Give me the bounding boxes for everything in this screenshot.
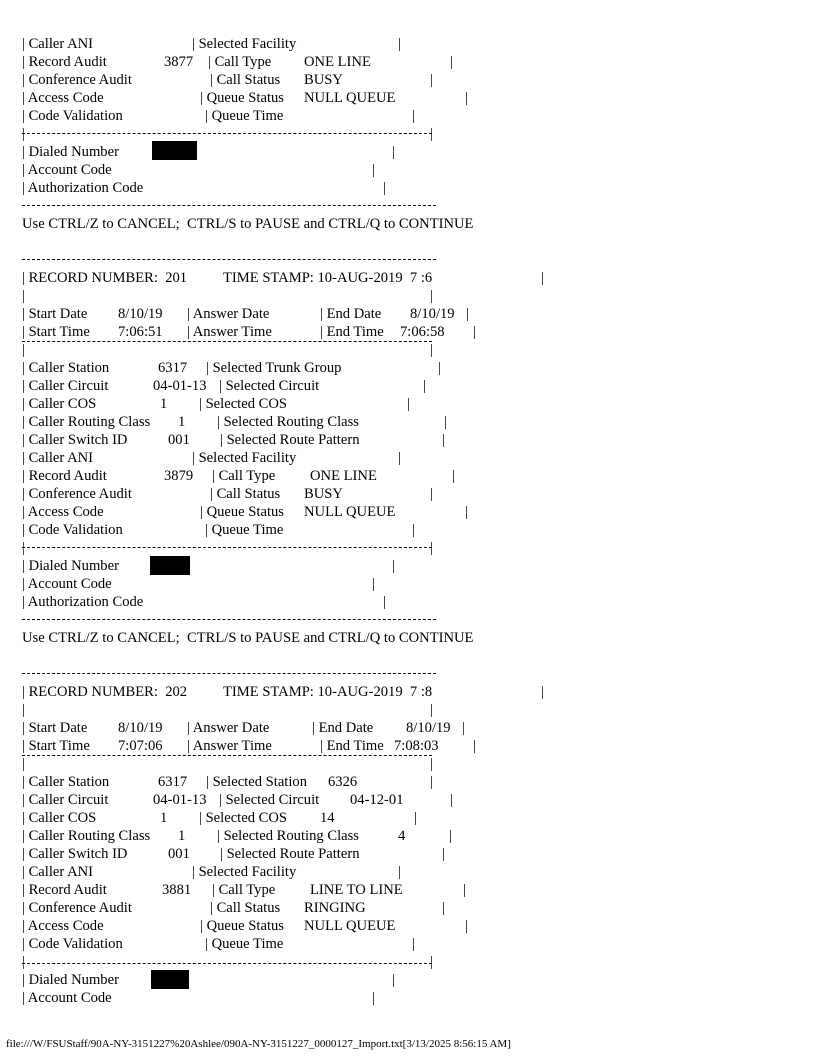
record-field: ONE LINE [304,54,371,70]
record-field: | [383,594,386,610]
record-field: | [465,90,468,106]
record-field: | [430,702,433,718]
record-field: | Selected Routing Class [217,828,359,844]
record-field: | Caller Circuit [22,792,109,808]
record-field: 6326 [328,774,358,790]
separator-rule [22,755,432,756]
record-field: | End Time [320,324,384,340]
record-field: | Caller Station [22,774,110,790]
record-field: 7:06:51 [118,324,163,340]
separator-rule [22,341,432,342]
record-field: | Code Validation [22,936,123,952]
record-field: | Selected COS [199,810,288,826]
record-field: | [541,684,544,700]
record-field: | Caller Routing Class [22,828,151,844]
record-field: | [442,846,445,862]
record-field: | Access Code [22,90,104,106]
record-field: | [412,522,415,538]
record-field: | [407,396,410,412]
record-field: | Record Audit [22,882,107,898]
record-field: 1 [160,810,168,826]
record-field: | [430,540,433,556]
record-field: | [438,360,441,376]
record-field: | Caller COS [22,810,97,826]
separator-rule [22,259,436,260]
record-field: | Account Code [22,576,112,592]
record-field: | Queue Status [200,918,284,934]
record-field: 8/10/19 [118,720,163,736]
record-field: | [412,936,415,952]
record-field: | [442,900,445,916]
separator-rule [22,205,436,206]
record-field: 001 [168,432,190,448]
record-field: 6317 [158,360,188,376]
record-field: | [430,342,433,358]
record-field: TIME STAMP: 10-AUG-2019 7 :8 [223,684,433,700]
record-field: | Caller COS [22,396,97,412]
record-field: | [22,540,25,556]
record-field: | [423,378,426,394]
record-field: | Caller Station [22,360,110,376]
record-field: 3881 [162,882,192,898]
record-field: | [414,810,417,826]
separator-rule [22,619,436,620]
record-field: | [442,432,445,448]
record-field: | [412,108,415,124]
record-field: | Conference Audit [22,900,132,916]
record-field: NULL QUEUE [304,504,396,520]
record-field: | Account Code [22,162,112,178]
separator-rule [22,133,432,134]
separator-rule [22,963,432,964]
record-field: | Start Date [22,306,88,322]
record-field: | Selected Facility [192,36,297,52]
record-field: | [430,756,433,772]
record-field: 1 [160,396,168,412]
record-field: | Start Date [22,720,88,736]
record-field: | Answer Date [187,306,270,322]
record-field: | Authorization Code [22,180,144,196]
record-field: | Start Time [22,324,90,340]
record-field: | Code Validation [22,108,123,124]
record-field: | Selected COS [199,396,288,412]
record-field: | Answer Date [187,720,270,736]
record-field: LINE TO LINE [310,882,403,898]
record-field: BUSY [304,486,343,502]
record-field: TIME STAMP: 10-AUG-2019 7 :6 [223,270,433,286]
record-field: | Caller Switch ID [22,846,128,862]
record-field: | End Date [320,306,382,322]
record-field: | Authorization Code [22,594,144,610]
record-field: | Conference Audit [22,486,132,502]
record-field: | Dialed Number [22,558,119,574]
record-field: | Queue Time [205,522,284,538]
record-field: | [541,270,544,286]
record-field: BUSY [304,72,343,88]
record-field: Use CTRL/Z to CANCEL; CTRL/S to PAUSE and CTRL/Q to CONTINUE [22,630,474,646]
record-field: | Caller Switch ID [22,432,128,448]
record-field: 7:06:58 [400,324,445,340]
record-field: 3877 [164,54,194,70]
redaction-box [152,141,197,160]
record-field: | [450,792,453,808]
record-field: | [466,306,469,322]
record-field: | End Date [312,720,374,736]
record-field: | [398,864,401,880]
record-field: | Access Code [22,504,104,520]
record-field: | [430,72,433,88]
record-field: | Dialed Number [22,972,119,988]
record-field: | Selected Station [206,774,308,790]
record-field: | Call Type [208,54,272,70]
record-field: | [22,756,25,772]
record-field: | Answer Time [187,324,272,340]
record-field: | Queue Time [205,936,284,952]
record-field: | [383,180,386,196]
record-field: | [372,162,375,178]
record-field: | Start Time [22,738,90,754]
record-field: | [430,126,433,142]
record-field: 7:07:06 [118,738,163,754]
record-field: | [398,36,401,52]
record-field: | [22,954,25,970]
record-field: 8/10/19 [406,720,451,736]
record-field: | [392,558,395,574]
record-field: | Selected Route Pattern [220,846,360,862]
record-field: NULL QUEUE [304,90,396,106]
redaction-box [151,970,189,989]
record-field: | Queue Status [200,90,284,106]
record-field: | [372,990,375,1006]
record-field: 4 [398,828,406,844]
record-field: | Caller ANI [22,864,94,880]
record-field: | Selected Facility [192,864,297,880]
record-field: ONE LINE [310,468,377,484]
separator-rule [22,547,432,548]
record-field: 8/10/19 [118,306,163,322]
record-field: | Answer Time [187,738,272,754]
record-field: | [430,288,433,304]
record-field: 1 [178,414,186,430]
record-field: | Access Code [22,918,104,934]
record-field: 3879 [164,468,194,484]
redaction-box [150,556,190,575]
record-field: | [465,918,468,934]
record-field: | [22,126,25,142]
record-field: | [430,486,433,502]
separator-rule [22,673,436,674]
record-field: | RECORD NUMBER: 202 [22,684,188,700]
record-field: | Queue Status [200,504,284,520]
record-field: NULL QUEUE [304,918,396,934]
record-field: | Caller Routing Class [22,414,151,430]
record-field: | RECORD NUMBER: 201 [22,270,188,286]
record-field: | [449,828,452,844]
record-field: | [372,576,375,592]
record-field: | Code Validation [22,522,123,538]
record-field: | [462,720,465,736]
record-field: 04-01-13 [153,792,207,808]
record-field: | [430,954,433,970]
record-field: 14 [320,810,335,826]
record-field: | [392,972,395,988]
record-field: | [450,54,453,70]
record-field: | [22,702,25,718]
record-field: | Selected Route Pattern [220,432,360,448]
record-field: 7:08:03 [394,738,439,754]
record-field: RINGING [304,900,366,916]
record-field: | [430,774,433,790]
record-field: | [465,504,468,520]
record-field: 8/10/19 [410,306,455,322]
record-field: | [463,882,466,898]
record-field: | [392,144,395,160]
record-field: 04-12-01 [350,792,404,808]
record-field: 1 [178,828,186,844]
record-field: | Call Status [210,72,281,88]
record-field: | Call Status [210,486,281,502]
record-field: | Record Audit [22,468,107,484]
record-field: | Selected Trunk Group [206,360,342,376]
record-field: | [444,414,447,430]
record-field: 001 [168,846,190,862]
record-field: 6317 [158,774,188,790]
record-field: | [473,324,476,340]
record-field: Use CTRL/Z to CANCEL; CTRL/S to PAUSE and CTRL/Q to CONTINUE [22,216,474,232]
record-field: | Call Type [212,882,276,898]
record-field: | End Time [320,738,384,754]
record-field: | Selected Circuit [219,378,320,394]
record-field: | Caller ANI [22,450,94,466]
record-field: | Selected Circuit [219,792,320,808]
record-field: | Queue Time [205,108,284,124]
record-field: | Dialed Number [22,144,119,160]
record-field: 04-01-13 [153,378,207,394]
record-field: | [398,450,401,466]
record-field: | [452,468,455,484]
record-field: | Call Status [210,900,281,916]
record-field: | [473,738,476,754]
record-field: | [22,342,25,358]
record-field: | Account Code [22,990,112,1006]
record-field: | [22,288,25,304]
file-path-footer: file:///W/FSUStaff/90A-NY-3151227%20Ashlee/090A-NY-3151227_0000127_Import.txt[3/13/2025 8:56:15 AM] [6,1038,511,1050]
record-field: | Selected Routing Class [217,414,359,430]
record-field: | Selected Facility [192,450,297,466]
record-field: | Caller ANI [22,36,94,52]
record-field: | Conference Audit [22,72,132,88]
record-field: | Record Audit [22,54,107,70]
record-field: | Caller Circuit [22,378,109,394]
record-field: | Call Type [212,468,276,484]
